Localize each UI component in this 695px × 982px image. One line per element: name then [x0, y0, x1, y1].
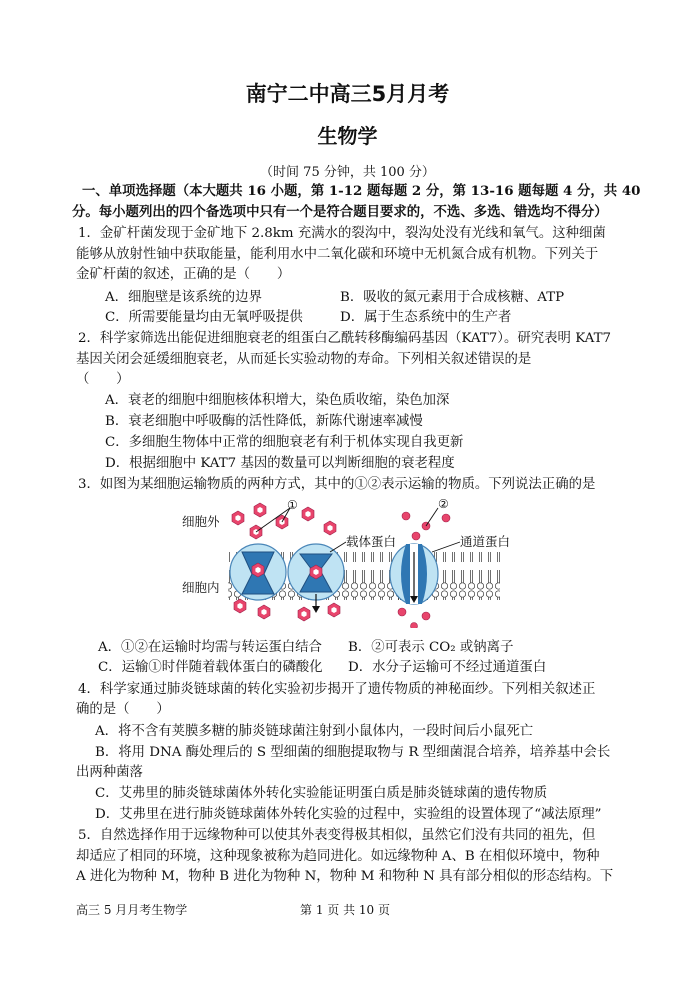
footer-page-number: 第 1 页 共 10 页: [300, 903, 390, 917]
q1-option-c: C．所需要能量均由无氧呼吸提供: [105, 310, 303, 325]
label-cell-inside: 细胞内: [182, 580, 220, 595]
q4-option-c: C．艾弗里的肺炎链球菌体外转化实验能证明蛋白质是肺炎链球菌的遗传物质: [95, 786, 548, 801]
time-info: （时间 75 分钟，共 100 分）: [260, 165, 435, 180]
q4-option-a: A．将不含有荚膜多糖的肺炎链球菌注射到小鼠体内，一段时间后小鼠死亡: [95, 724, 534, 739]
q4-stem-line1: 4．科学家通过肺炎链球菌的转化实验初步揭开了遗传物质的神秘面纱。下列相关叙述正: [78, 682, 596, 697]
q3-stem: 3．如图为某细胞运输物质的两种方式，其中的①②表示运输的物质。下列说法正确的是: [78, 477, 596, 492]
q2-stem-line1: 2．科学家筛选出能促进细胞衰老的组蛋白乙酰转移酶编码基因（KAT7）。研究表明 KAT7: [78, 331, 612, 346]
q2-option-a: A．衰老的细胞中细胞核体积增大，染色质收缩，染色加深: [105, 393, 450, 408]
q3-option-b: B．②可表示 CO₂ 或钠离子: [348, 640, 514, 655]
carrier-protein-2: [288, 544, 344, 613]
section-heading-line2: 分。每小题列出的四个备选项中只有一个是符合题目要求的，不选、多选、错选均不得分）: [72, 204, 608, 220]
q2-stem-line3: （ ）: [76, 372, 130, 387]
q3-option-c: C．运输①时伴随着载体蛋白的磷酸化: [98, 660, 323, 675]
q1-stem-line2: 能够从放射性铀中获取能量，能利用水中二氧化碳和环境中无机氮合成有机物。下列关于: [76, 247, 599, 262]
carrier-protein-1: [230, 544, 286, 600]
q1-stem-line3: 金矿杆菌的叙述，正确的是（ ）: [76, 267, 291, 282]
q1-option-b: B．吸收的氮元素用于合成核糖、ATP: [340, 290, 565, 305]
exam-title: 南宁二中高三5月月考: [245, 82, 450, 106]
q2-option-d: D．根据细胞中 KAT7 基因的数量可以判断细胞的衰老程度: [105, 456, 455, 471]
transport-figure: [170, 494, 530, 628]
q3-option-a: A．①②在运输时均需与转运蛋白结合: [98, 640, 322, 655]
q5-stem-line1: 5．自然选择作用于远缘物种可以使其外表变得极其相似，虽然它们没有共同的祖先，但: [78, 828, 596, 843]
label-cell-outside: 细胞外: [182, 514, 220, 529]
q5-stem-line2: 却适应了相同的环境，这种现象被称为趋同进化。如远缘物种 A、B 在相似环境中，物种: [76, 849, 600, 864]
q4-option-b: B．将用 DNA 酶处理后的 S 型细菌的细胞提取物与 R 型细菌混合培养，培养基中会长: [95, 745, 611, 760]
label-substance-1: ①: [287, 498, 298, 512]
q1-option-a: A．细胞壁是该系统的边界: [105, 290, 262, 305]
q1-stem-line1: 1．金矿杆菌发现于金矿地下 2.8km 充满水的裂沟中，裂沟处没有光线和氧气。这种细菌: [78, 226, 606, 241]
q3-option-d: D．水分子运输可不经过通道蛋白: [348, 660, 547, 675]
q4-stem-line2: 确的是（ ）: [76, 702, 170, 717]
q4-option-d: D．艾弗里在进行肺炎链球菌体外转化实验的过程中，实验组的设置体现了“减法原理”: [95, 807, 602, 822]
q2-option-b: B．衰老细胞中呼吸酶的活性降低，新陈代谢速率减慢: [105, 414, 423, 429]
label-carrier-protein: 载体蛋白: [346, 534, 397, 549]
section-heading-line1: 一、单项选择题（本大题共 16 小题，第 1-12 题每题 2 分，第 13-16 题每题 4 分，共 40: [82, 183, 641, 199]
channel-protein: [390, 544, 438, 604]
q2-option-c: C．多细胞生物体中正常的细胞衰老有利于机体实现自我更新: [105, 435, 464, 450]
label-channel-protein: 通道蛋白: [460, 534, 511, 549]
q2-stem-line2: 基因关闭会延缓细胞衰老，从而延长实验动物的寿命。下列相关叙述错误的是: [76, 352, 532, 367]
q1-option-d: D．属于生态系统中的生产者: [340, 310, 512, 325]
q4-option-b-cont: 出两种菌落: [76, 765, 143, 780]
subject-title: 生物学: [317, 124, 378, 148]
footer-left: 高三 5 月月考生物学: [76, 903, 188, 917]
label-substance-2: ②: [438, 497, 449, 511]
q5-stem-line3: A 进化为物种 M，物种 B 进化为物种 N，物种 M 和物种 N 具有部分相似的形态结构。下: [76, 869, 614, 884]
